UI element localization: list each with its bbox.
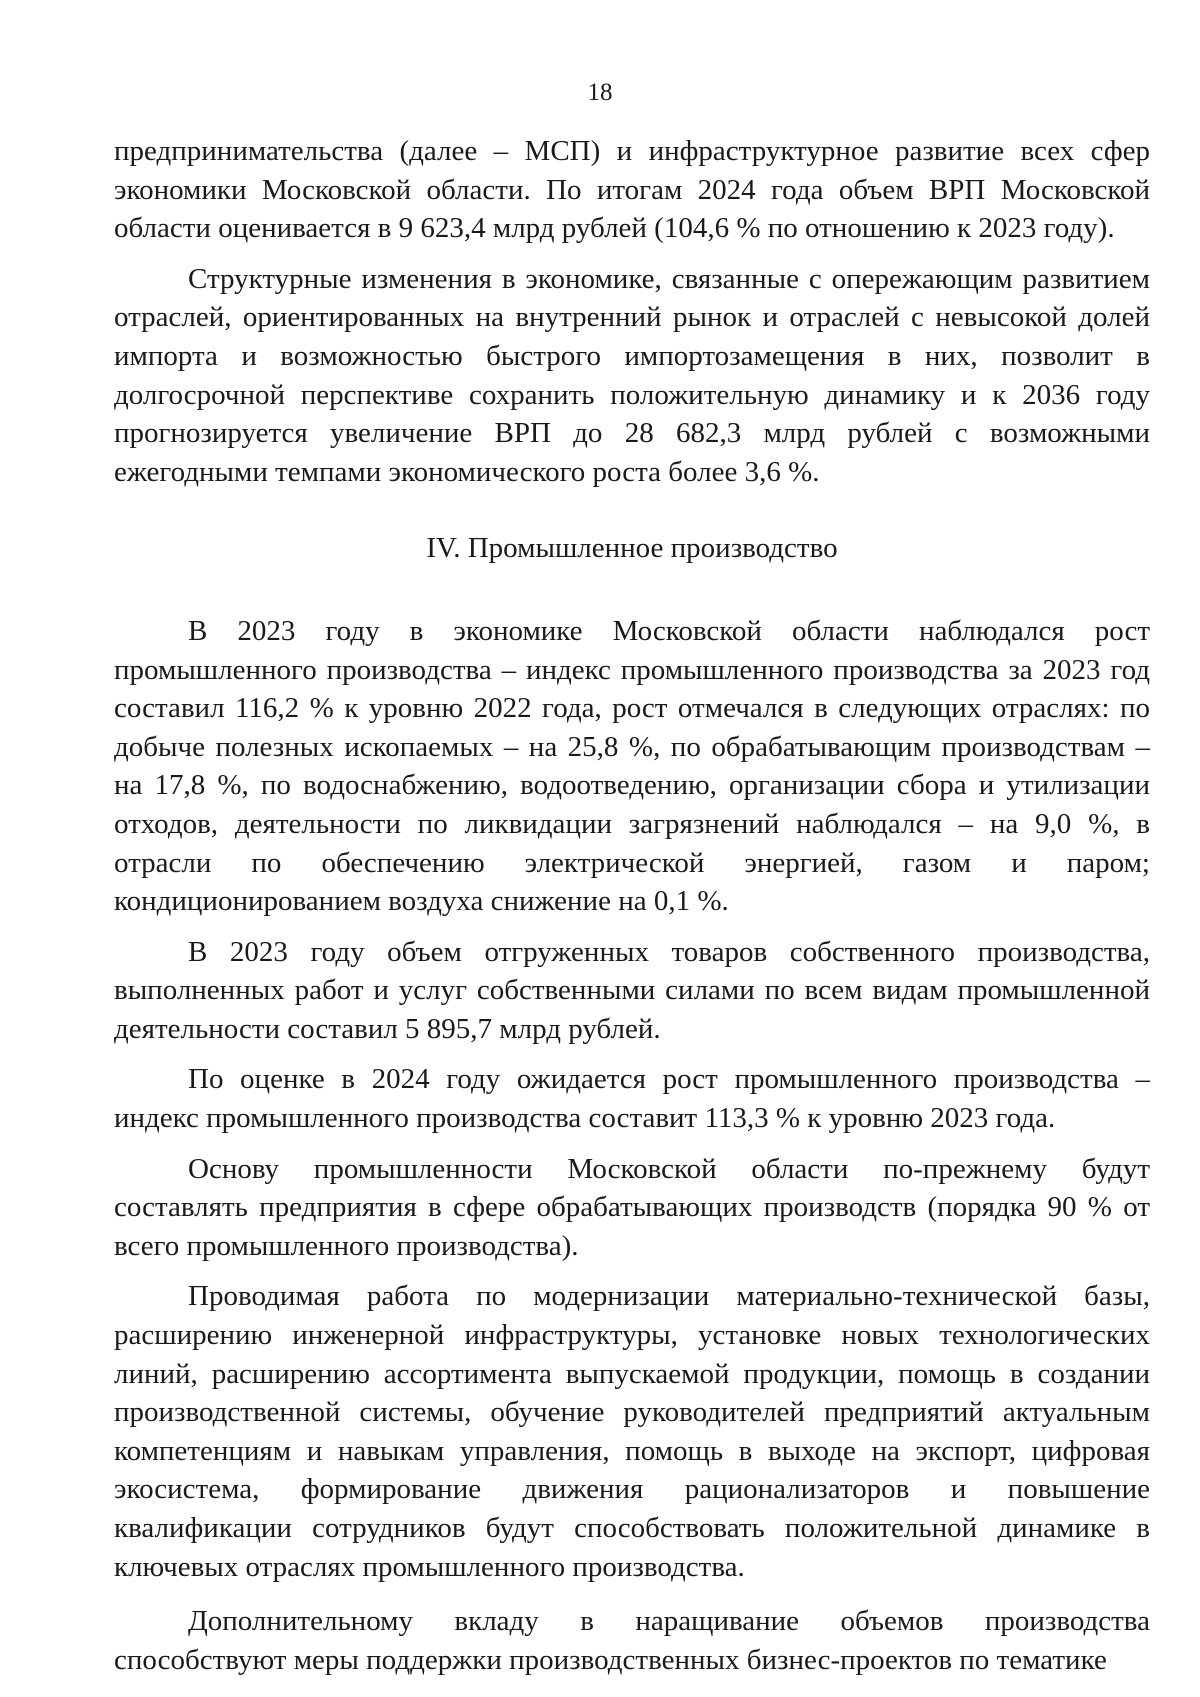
- paragraph-manufacturing-share: Основу промышленности Московской области по-прежнему будут составлять предприятия в сфере обрабатывающих производств (порядка 90 % от всего промышленного производства).: [114, 1152, 1150, 1262]
- page-number: 18: [587, 79, 613, 106]
- paragraph-modernization-work: Проводимая работа по модернизации материально-технической базы, расширению инженерной инфраструктуры, установке новых технологических линий, расширению ассортимента выпускаемой продукции, помощь в создании производственной системы, обучение руководителей предприятий актуальным компетенциям и навыкам управления, помощь в выходе на экспорт, цифровая экосистема, формирование движения рационализаторов и повышение квалификации сотрудников будут способствовать положительной динамике в ключевых отраслях промышленного производства.: [114, 1280, 1150, 1583]
- section-heading: IV. Промышленное производство: [426, 532, 838, 565]
- paragraph-industrial-growth-2023: В 2023 году в экономике Московской области наблюдался рост промышленного производства – индекс промышленного производства за 2023 год составил 116,2 % к уровню 2022 года, рост отмечался в следующих отраслях: по добыче полезных ископаемых – на 25,8 %, по обрабатывающим производствам – на 17,8 %, по водоснабжению, водоотведению, организации сбора и утилизации отходов, деятельности по ликвидации загрязнений наблюдался – на 9,0 %, в отрасли по обеспечению электрической энергией, газом и паром; кондиционированием воздуха снижение на 0,1 %.: [114, 614, 1150, 918]
- paragraph-msp-vrp: предпринимательства (далее – МСП) и инфраструктурное развитие всех сфер экономики Московской области. По итогам 2024 года объем ВРП Московской области оценивается в 9 623,4 млрд рублей (104,6 % по отношению к 2023 году).: [114, 135, 1150, 245]
- paragraph-support-measures: Дополнительному вкладу в наращивание объемов производства способствуют меры поддержки производственных бизнес-проектов по тематике: [114, 1605, 1150, 1676]
- document-body: [114, 132, 1150, 1679]
- paragraph-structural-changes: Структурные изменения в экономике, связанные с опережающим развитием отраслей, ориентированных на внутренний рынок и отраслей с невысокой долей импорта и возможностью быстрого импортозамещения в них, позволит в долгосрочной перспективе сохранить положительную динамику и к 2036 году прогнозируется увеличение ВРП до 28 682,3 млрд рублей с возможными ежегодными темпами экономического роста более 3,6 %.: [114, 262, 1150, 488]
- paragraph-forecast-2024: По оценке в 2024 году ожидается рост промышленного производства – индекс промышленного производства составит 113,3 % к уровню 2023 года.: [114, 1063, 1150, 1135]
- paragraph-shipped-goods-2023: В 2023 году объем отгруженных товаров собственного производства, выполненных работ и услуг собственными силами по всем видам промышленной деятельности составил 5 895,7 млрд рублей.: [114, 935, 1150, 1045]
